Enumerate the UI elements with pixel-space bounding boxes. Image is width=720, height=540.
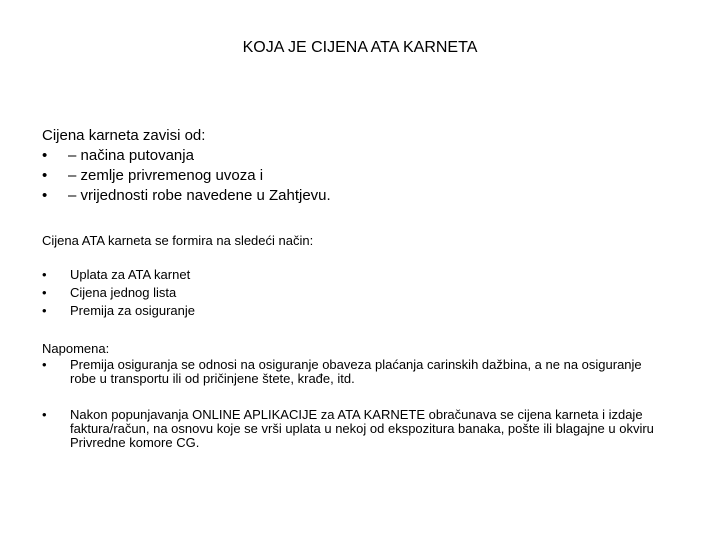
list-item <box>42 358 682 386</box>
list-item-text: – vrijednosti robe navedene u Zahtjevu. <box>68 187 331 204</box>
list-item-text: Premija za osiguranje <box>70 303 196 318</box>
bullet-icon: • <box>42 357 47 372</box>
bullet-icon: • <box>42 147 48 164</box>
bullet-icon: • <box>42 303 47 318</box>
formation-heading: Cijena ATA karneta se formira na sledeći način: <box>42 233 314 248</box>
list-item <box>42 266 682 284</box>
bullet-icon: • <box>42 167 48 184</box>
list-item <box>42 166 682 186</box>
list-item-text: – zemlje privremenog uvoza i <box>68 167 264 184</box>
page-title: KOJA JE CIJENA ATA KARNETA <box>242 39 478 56</box>
list-item-text: Cijena jednog lista <box>70 285 177 300</box>
intro-lead: Cijena karneta zavisi od: <box>42 127 206 144</box>
list-item-text: Uplata za ATA karnet <box>70 267 191 282</box>
list-item <box>42 146 682 166</box>
intro-section <box>42 126 682 206</box>
bullet-icon: • <box>42 267 47 282</box>
bullet-icon: • <box>42 407 47 422</box>
note-item-text: Premija osiguranja se odnosi na osiguranje obaveza plaćanja carinskih dažbina, a ne na osiguranje robe u transportu ili od pričinjene štete, krađe, itd. <box>70 357 642 386</box>
note-item-text: Nakon popunjavanja ONLINE APLIKACIJE za ATA KARNETE obračunava se cijena karneta i izdaje faktura/račun, na osnovu koje se vrši uplata u nekoj od ekspozitura banaka, pošte ili blagajne u okviru Privredne komore CG. <box>70 407 654 450</box>
list-item <box>42 302 682 320</box>
list-item <box>42 408 682 450</box>
note-label: Napomena: <box>42 341 110 356</box>
list-item-text: – načina putovanja <box>68 147 194 164</box>
note-section <box>42 342 682 450</box>
list-item <box>42 186 682 206</box>
bullet-icon: • <box>42 187 48 204</box>
list-item <box>42 284 682 302</box>
formation-list <box>42 266 682 320</box>
bullet-icon: • <box>42 285 47 300</box>
